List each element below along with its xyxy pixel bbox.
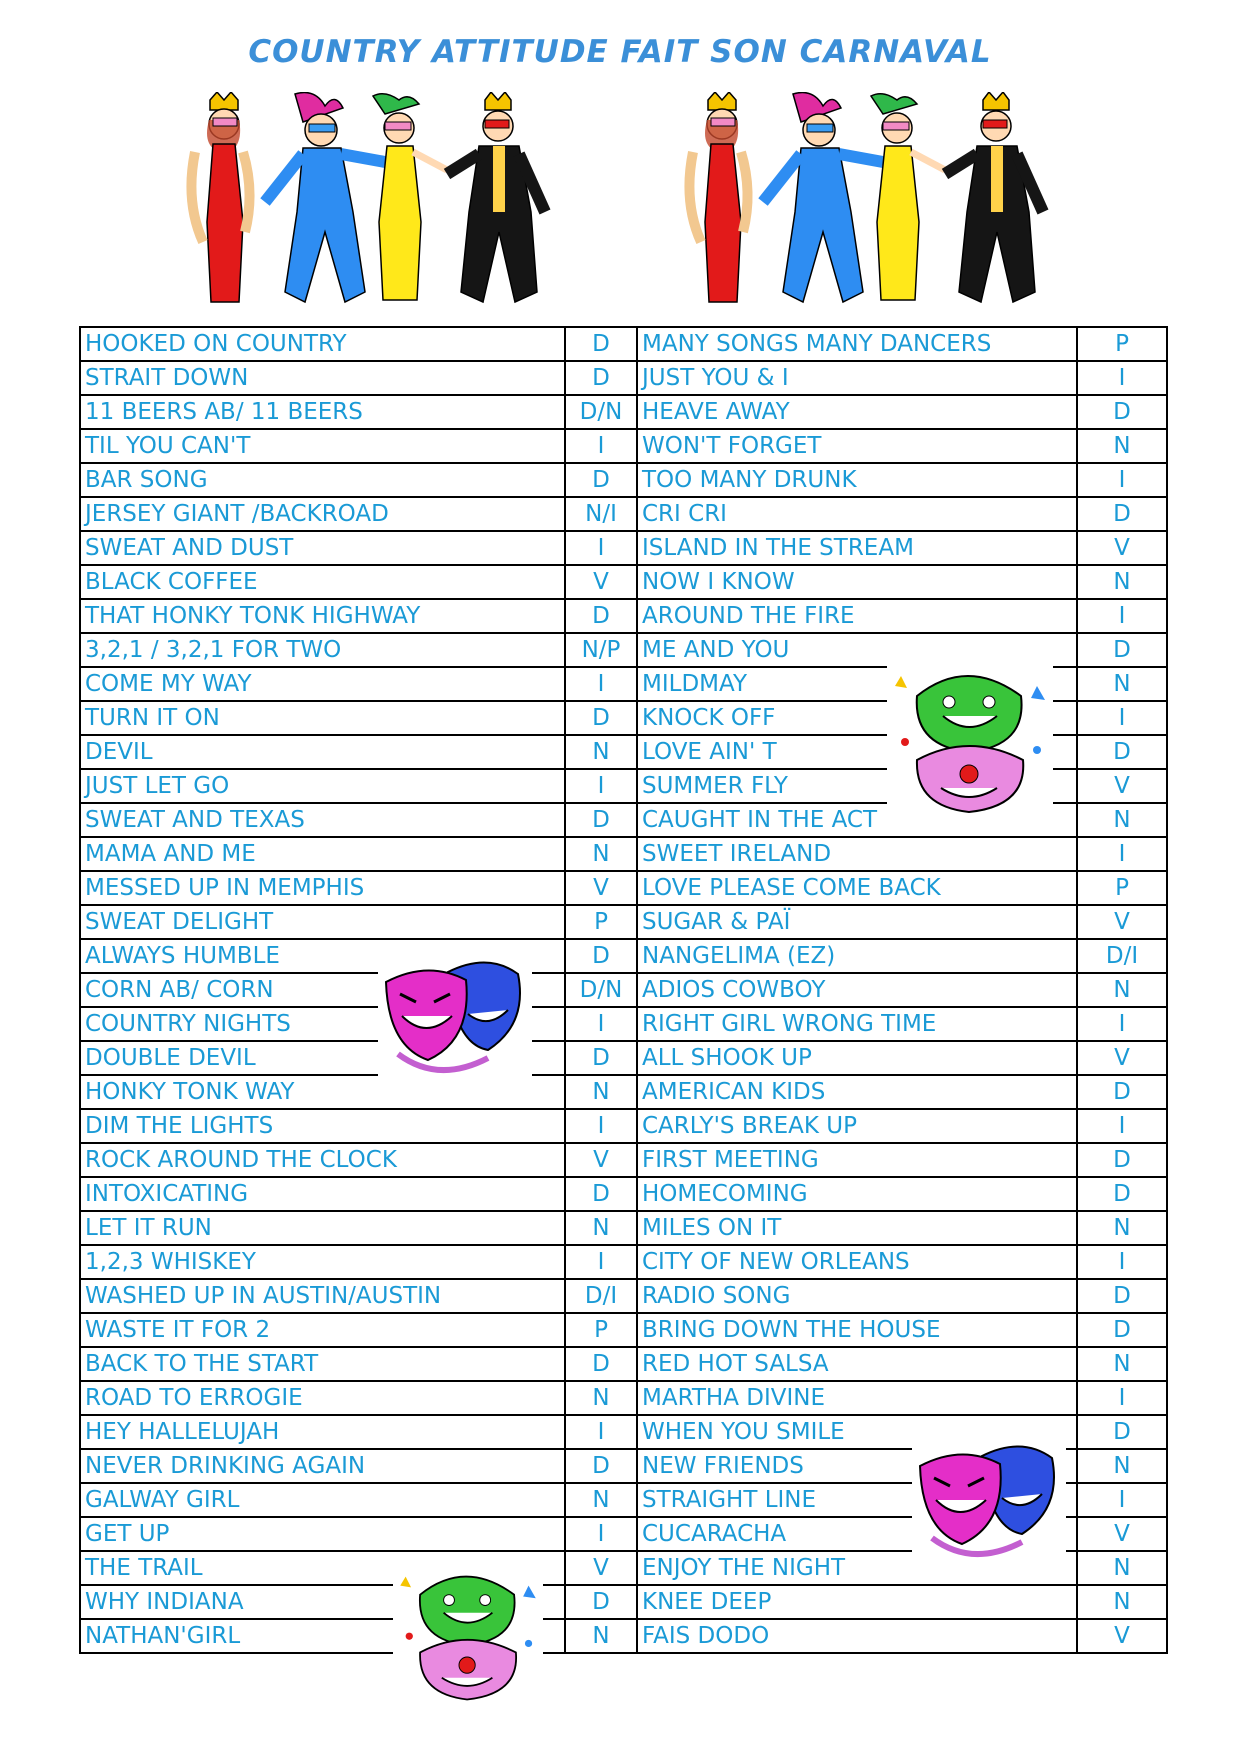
right-code-cell: D: [1077, 1177, 1167, 1211]
right-song-cell: ISLAND IN THE STREAM: [637, 531, 1077, 565]
left-code-cell: I: [565, 1415, 637, 1449]
left-song-cell: 11 BEERS AB/ 11 BEERS: [80, 395, 565, 429]
left-song-cell: BAR SONG: [80, 463, 565, 497]
right-code-cell: N: [1077, 1347, 1167, 1381]
right-code-cell: I: [1077, 361, 1167, 395]
right-code-cell: V: [1077, 769, 1167, 803]
table-row: [80, 905, 1167, 939]
left-song-cell: WHY INDIANA: [80, 1585, 565, 1619]
right-song-cell: MANY SONGS MANY DANCERS: [637, 327, 1077, 361]
carnival-dancers-illustration-left: [185, 92, 605, 310]
right-code-cell: N: [1077, 667, 1167, 701]
left-song-cell: THE TRAIL: [80, 1551, 565, 1585]
left-code-cell: I: [565, 1109, 637, 1143]
right-code-cell: D: [1077, 1313, 1167, 1347]
table-row: [80, 1381, 1167, 1415]
right-code-cell: I: [1077, 701, 1167, 735]
left-code-cell: N: [565, 837, 637, 871]
left-song-cell: BACK TO THE START: [80, 1347, 565, 1381]
left-song-cell: THAT HONKY TONK HIGHWAY: [80, 599, 565, 633]
right-song-cell: AROUND THE FIRE: [637, 599, 1077, 633]
left-code-cell: I: [565, 667, 637, 701]
right-song-cell: NANGELIMA (EZ): [637, 939, 1077, 973]
left-song-cell: DEVIL: [80, 735, 565, 769]
table-row: [80, 463, 1167, 497]
right-code-cell: D: [1077, 1143, 1167, 1177]
left-code-cell: I: [565, 1245, 637, 1279]
left-code-cell: V: [565, 1551, 637, 1585]
right-code-cell: I: [1077, 837, 1167, 871]
left-code-cell: D: [565, 701, 637, 735]
right-song-cell: CITY OF NEW ORLEANS: [637, 1245, 1077, 1279]
left-code-cell: I: [565, 429, 637, 463]
theater-masks-icon: [912, 1438, 1066, 1578]
table-row: [80, 1211, 1167, 1245]
table-row: [80, 1619, 1167, 1653]
left-code-cell: D: [565, 1449, 637, 1483]
table-row: [80, 1347, 1167, 1381]
right-song-cell: WON'T FORGET: [637, 429, 1077, 463]
left-song-cell: NEVER DRINKING AGAIN: [80, 1449, 565, 1483]
right-song-cell: SWEET IRELAND: [637, 837, 1077, 871]
table-row: [80, 361, 1167, 395]
right-code-cell: V: [1077, 531, 1167, 565]
left-song-cell: LET IT RUN: [80, 1211, 565, 1245]
right-song-cell: FIRST MEETING: [637, 1143, 1077, 1177]
right-code-cell: I: [1077, 1007, 1167, 1041]
left-code-cell: D: [565, 1585, 637, 1619]
right-code-cell: N: [1077, 565, 1167, 599]
left-code-cell: V: [565, 565, 637, 599]
table-row: [80, 531, 1167, 565]
dancer-yellow-dress: [871, 94, 945, 300]
left-song-cell: SWEAT AND DUST: [80, 531, 565, 565]
left-code-cell: N: [565, 1619, 637, 1653]
left-song-cell: HEY HALLELUJAH: [80, 1415, 565, 1449]
right-code-cell: N: [1077, 429, 1167, 463]
table-row: [80, 497, 1167, 531]
table-row: [80, 1245, 1167, 1279]
left-song-cell: JUST LET GO: [80, 769, 565, 803]
right-code-cell: I: [1077, 1245, 1167, 1279]
right-song-cell: HEAVE AWAY: [637, 395, 1077, 429]
left-code-cell: N: [565, 1211, 637, 1245]
left-code-cell: N: [565, 1483, 637, 1517]
left-code-cell: I: [565, 769, 637, 803]
left-song-cell: 3,2,1 / 3,2,1 FOR TWO: [80, 633, 565, 667]
left-code-cell: D: [565, 939, 637, 973]
right-song-cell: STRAIGHT LINE: [637, 1483, 1077, 1517]
right-code-cell: N: [1077, 803, 1167, 837]
right-song-cell: AMERICAN KIDS: [637, 1075, 1077, 1109]
right-song-cell: FAIS DODO: [637, 1619, 1077, 1653]
right-code-cell: N: [1077, 973, 1167, 1007]
table-row: [80, 939, 1167, 973]
left-song-cell: JERSEY GIANT /BACKROAD: [80, 497, 565, 531]
right-code-cell: N: [1077, 1585, 1167, 1619]
left-code-cell: V: [565, 1143, 637, 1177]
left-code-cell: D: [565, 803, 637, 837]
right-song-cell: MILDMAY: [637, 667, 1077, 701]
right-code-cell: D: [1077, 1075, 1167, 1109]
left-song-cell: SWEAT AND TEXAS: [80, 803, 565, 837]
right-code-cell: I: [1077, 599, 1167, 633]
right-code-cell: D: [1077, 497, 1167, 531]
right-code-cell: P: [1077, 327, 1167, 361]
right-song-cell: KNOCK OFF: [637, 701, 1077, 735]
left-code-cell: I: [565, 1007, 637, 1041]
left-code-cell: D: [565, 361, 637, 395]
right-code-cell: D: [1077, 735, 1167, 769]
right-song-cell: LOVE AIN' T: [637, 735, 1077, 769]
table-row: [80, 973, 1167, 1007]
left-song-cell: DOUBLE DEVIL: [80, 1041, 565, 1075]
left-code-cell: I: [565, 1517, 637, 1551]
table-row: [80, 599, 1167, 633]
left-song-cell: GET UP: [80, 1517, 565, 1551]
right-song-cell: HOMECOMING: [637, 1177, 1077, 1211]
right-code-cell: N: [1077, 1551, 1167, 1585]
right-song-cell: RADIO SONG: [637, 1279, 1077, 1313]
left-song-cell: SWEAT DELIGHT: [80, 905, 565, 939]
left-code-cell: D/I: [565, 1279, 637, 1313]
left-song-cell: CORN AB/ CORN: [80, 973, 565, 1007]
table-row: [80, 565, 1167, 599]
right-code-cell: D: [1077, 1279, 1167, 1313]
left-song-cell: COME MY WAY: [80, 667, 565, 701]
right-code-cell: N: [1077, 1449, 1167, 1483]
left-song-cell: NATHAN'GIRL: [80, 1619, 565, 1653]
left-code-cell: D: [565, 599, 637, 633]
right-song-cell: LOVE PLEASE COME BACK: [637, 871, 1077, 905]
right-code-cell: D: [1077, 1415, 1167, 1449]
right-song-cell: BRING DOWN THE HOUSE: [637, 1313, 1077, 1347]
right-song-cell: MILES ON IT: [637, 1211, 1077, 1245]
table-row: [80, 327, 1167, 361]
table-row: [80, 395, 1167, 429]
right-song-cell: JUST YOU & I: [637, 361, 1077, 395]
right-song-cell: ALL SHOOK UP: [637, 1041, 1077, 1075]
left-song-cell: WASTE IT FOR 2: [80, 1313, 565, 1347]
left-song-cell: DIM THE LIGHTS: [80, 1109, 565, 1143]
right-code-cell: V: [1077, 905, 1167, 939]
left-code-cell: P: [565, 905, 637, 939]
table-row: [80, 1585, 1167, 1619]
left-song-cell: ROAD TO ERROGIE: [80, 1381, 565, 1415]
table-row: [80, 1109, 1167, 1143]
dancer-red-dress: [689, 92, 747, 302]
left-code-cell: P: [565, 1313, 637, 1347]
right-code-cell: I: [1077, 1381, 1167, 1415]
clown-masks-icon: [393, 1556, 543, 1711]
right-song-cell: NEW FRIENDS: [637, 1449, 1077, 1483]
left-song-cell: TIL YOU CAN'T: [80, 429, 565, 463]
right-code-cell: V: [1077, 1619, 1167, 1653]
right-code-cell: N: [1077, 1211, 1167, 1245]
left-song-cell: WASHED UP IN AUSTIN/AUSTIN: [80, 1279, 565, 1313]
left-code-cell: D: [565, 327, 637, 361]
left-code-cell: D: [565, 1041, 637, 1075]
table-row: [80, 1143, 1167, 1177]
left-code-cell: N/I: [565, 497, 637, 531]
left-song-cell: HOOKED ON COUNTRY: [80, 327, 565, 361]
right-song-cell: ADIOS COWBOY: [637, 973, 1077, 1007]
right-song-cell: WHEN YOU SMILE: [637, 1415, 1077, 1449]
left-song-cell: INTOXICATING: [80, 1177, 565, 1211]
left-code-cell: D: [565, 1347, 637, 1381]
dancer-blue-suit: [763, 93, 883, 303]
left-song-cell: GALWAY GIRL: [80, 1483, 565, 1517]
left-code-cell: D: [565, 1177, 637, 1211]
carnival-dancers-illustration-right: [683, 92, 1103, 310]
table-row: [80, 1279, 1167, 1313]
dancer-black-tuxedo: [945, 92, 1043, 302]
table-row: [80, 1041, 1167, 1075]
left-song-cell: ROCK AROUND THE CLOCK: [80, 1143, 565, 1177]
theater-masks-icon: [378, 954, 532, 1094]
right-song-cell: KNEE DEEP: [637, 1585, 1077, 1619]
right-song-cell: ENJOY THE NIGHT: [637, 1551, 1077, 1585]
right-song-cell: ME AND YOU: [637, 633, 1077, 667]
table-row: [80, 429, 1167, 463]
left-song-cell: ALWAYS HUMBLE: [80, 939, 565, 973]
right-code-cell: D/I: [1077, 939, 1167, 973]
right-code-cell: V: [1077, 1517, 1167, 1551]
right-code-cell: I: [1077, 463, 1167, 497]
left-code-cell: D/N: [565, 973, 637, 1007]
page-title: COUNTRY ATTITUDE FAIT SON CARNAVAL: [248, 34, 992, 70]
left-song-cell: MAMA AND ME: [80, 837, 565, 871]
left-song-cell: BLACK COFFEE: [80, 565, 565, 599]
right-code-cell: V: [1077, 1041, 1167, 1075]
left-song-cell: MESSED UP IN MEMPHIS: [80, 871, 565, 905]
left-code-cell: N: [565, 735, 637, 769]
left-code-cell: N: [565, 1075, 637, 1109]
left-song-cell: COUNTRY NIGHTS: [80, 1007, 565, 1041]
right-song-cell: CARLY'S BREAK UP: [637, 1109, 1077, 1143]
right-code-cell: D: [1077, 633, 1167, 667]
left-song-cell: TURN IT ON: [80, 701, 565, 735]
table-row: [80, 871, 1167, 905]
table-row: [80, 1007, 1167, 1041]
dancer-yellow-dress: [373, 94, 447, 300]
left-song-cell: 1,2,3 WHISKEY: [80, 1245, 565, 1279]
dancer-blue-suit: [265, 93, 385, 303]
table-row: [80, 1313, 1167, 1347]
right-song-cell: CUCARACHA: [637, 1517, 1077, 1551]
left-code-cell: I: [565, 531, 637, 565]
right-song-cell: TOO MANY DRUNK: [637, 463, 1077, 497]
right-code-cell: P: [1077, 871, 1167, 905]
left-song-cell: HONKY TONK WAY: [80, 1075, 565, 1109]
left-code-cell: V: [565, 871, 637, 905]
table-row: [80, 1177, 1167, 1211]
table-row: [80, 837, 1167, 871]
right-song-cell: CAUGHT IN THE ACT: [637, 803, 1077, 837]
left-song-cell: STRAIT DOWN: [80, 361, 565, 395]
right-song-cell: NOW I KNOW: [637, 565, 1077, 599]
dancer-black-tuxedo: [447, 92, 545, 302]
right-code-cell: D: [1077, 395, 1167, 429]
dancer-red-dress: [191, 92, 249, 302]
right-song-cell: RED HOT SALSA: [637, 1347, 1077, 1381]
right-song-cell: MARTHA DIVINE: [637, 1381, 1077, 1415]
clown-masks-icon: [887, 656, 1053, 822]
right-code-cell: I: [1077, 1109, 1167, 1143]
left-code-cell: D: [565, 463, 637, 497]
left-code-cell: N/P: [565, 633, 637, 667]
table-row: [80, 1075, 1167, 1109]
right-song-cell: SUGAR & PAÏ: [637, 905, 1077, 939]
right-song-cell: CRI CRI: [637, 497, 1077, 531]
left-code-cell: N: [565, 1381, 637, 1415]
left-code-cell: D/N: [565, 395, 637, 429]
right-song-cell: SUMMER FLY: [637, 769, 1077, 803]
right-song-cell: RIGHT GIRL WRONG TIME: [637, 1007, 1077, 1041]
right-code-cell: I: [1077, 1483, 1167, 1517]
